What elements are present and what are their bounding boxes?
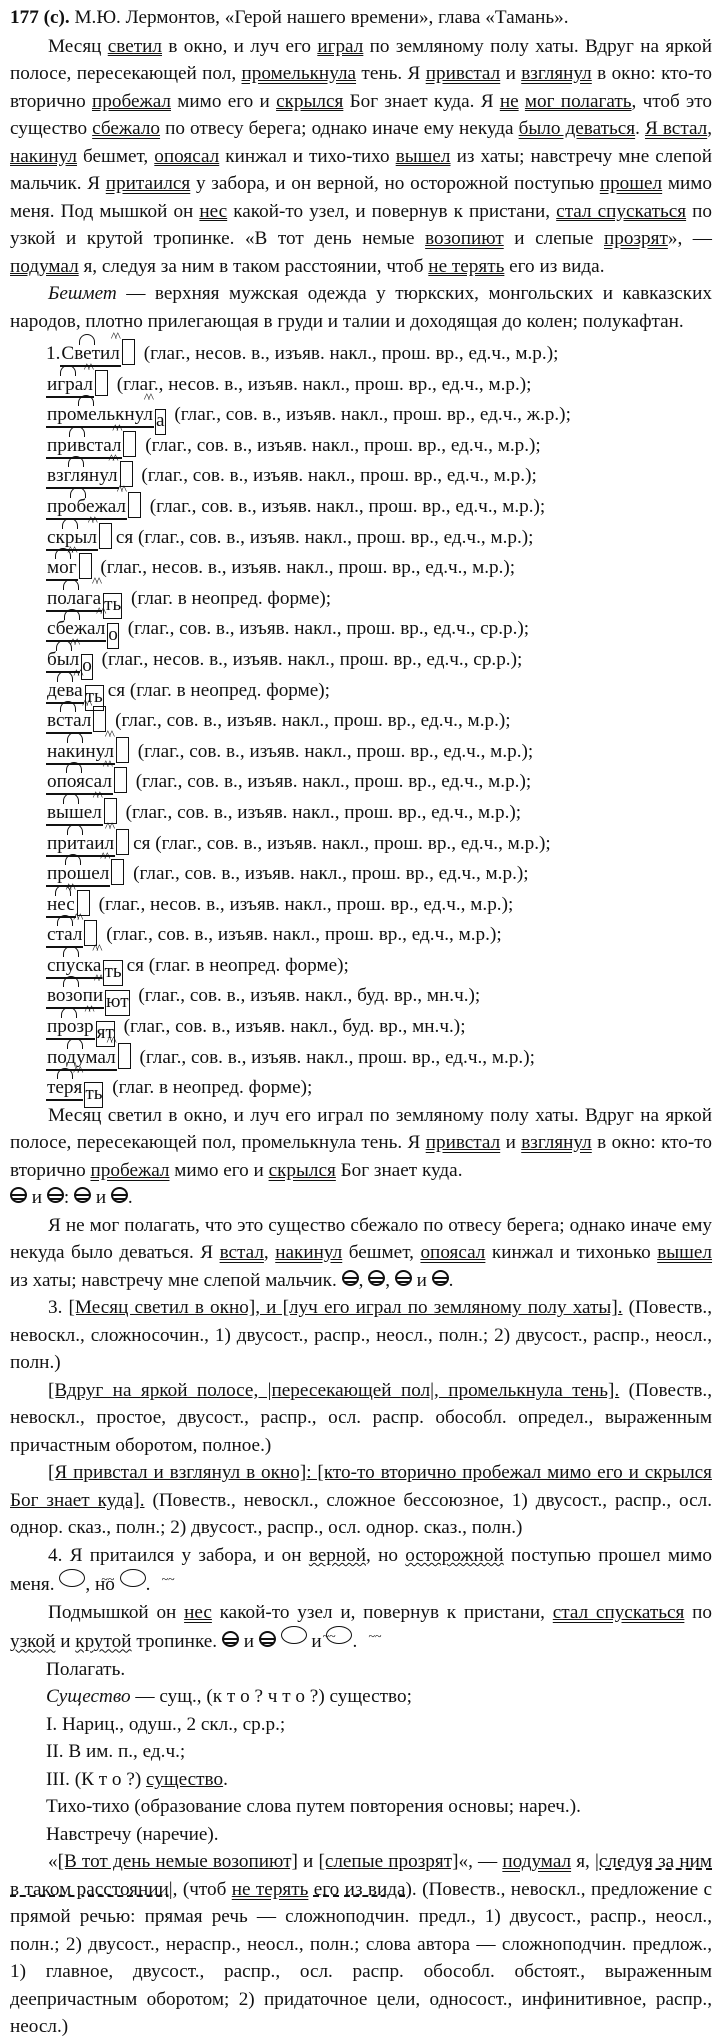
text: Месяц: [48, 35, 108, 57]
text: мимо меня. Под мышкой он: [10, 173, 712, 222]
word-stem: подумал ^^: [46, 1047, 117, 1071]
text: Подмышкой он: [48, 1601, 185, 1623]
noun-analysis-iii: [46, 1766, 712, 1794]
noun-analysis-i: I. Нариц., одуш., 2 скл., ср.р.;: [46, 1713, 286, 1735]
text: какой-то узел и, повернув к пристани,: [211, 1601, 553, 1623]
text: из хаты; навстречу мне слепой мальчик.: [10, 1269, 337, 1291]
morpheme-row: [46, 337, 712, 368]
text: (образование слова путем повторения основы; нареч.).: [129, 1796, 581, 1818]
text: , но: [85, 1574, 115, 1596]
word-stem: прошел ^^: [46, 863, 110, 887]
word: Навстречу: [46, 1823, 132, 1845]
ending-box: о: [107, 623, 119, 649]
predicate: вышел: [657, 1242, 713, 1264]
predicate: стал спускаться: [552, 1601, 685, 1623]
text: в окно: кто-то вторично: [10, 1132, 712, 1181]
predicate: прозрят: [604, 228, 668, 249]
ending-box: ть: [103, 960, 122, 986]
word-stem: стал ^^: [46, 924, 83, 948]
text: и: [416, 1269, 427, 1291]
final-sentence-analysis: [10, 1848, 712, 2041]
word-stem: скрыл ^^: [46, 527, 98, 551]
grammar-description: (глаг. в неопред. форме);: [126, 587, 332, 609]
grammar-description: (глаг., сов. в., изъяв. накл., прош. вр., ед.ч., м.р.);: [150, 832, 551, 854]
text: .: [145, 1574, 151, 1596]
text: в окно: кто-то вторично: [10, 63, 712, 112]
text: III. (К т о ?): [46, 1768, 147, 1790]
text: , (чтоб: [172, 1878, 232, 1900]
grammar-description: (глаг., сов. в., изъяв. накл., прош. вр., ед.ч., м.р.);: [140, 434, 541, 456]
predicate: было деваться: [518, 118, 636, 139]
section4-paragraph-1: [10, 1542, 712, 1599]
ending-box: ют: [105, 990, 129, 1016]
predicate: возопиют: [425, 228, 504, 249]
morpheme-row: [46, 1041, 712, 1072]
ending-box: [118, 1043, 131, 1069]
grammar-description: (глаг., несов. в., изъяв. накл., прош. вр., ед.ч., м.р.);: [112, 373, 532, 395]
sentence-description: (Повеств., невоскл., простое, двусост., распр., осл. распр. обособл. определ., выраженным причастным оборотом, полное.): [10, 1379, 713, 1456]
clause: [В тот день немые возопиют]: [57, 1851, 298, 1873]
exercise-header: [10, 4, 712, 32]
clause: [слепые прозрят]: [318, 1851, 459, 1873]
ending-box: [95, 370, 108, 396]
item-number: 1.: [46, 343, 61, 364]
morpheme-row: [46, 1010, 712, 1044]
text: ,: [358, 1269, 364, 1291]
predicate-circle-icon: [74, 1187, 91, 1203]
word-stem: пробежал ^^: [46, 496, 127, 520]
word-stem: Светил ^^: [60, 343, 121, 367]
word-stem: взглянул ^^: [46, 465, 119, 489]
modifier: верной: [308, 1544, 367, 1566]
grammar-description: (глаг., сов. в., изъяв. накл., прош. вр., ед.ч., м.р.);: [134, 1046, 535, 1068]
noun-analysis-ii: II. В им. п., ед.ч.;: [46, 1741, 186, 1763]
text: мимо его и: [169, 1159, 269, 1181]
text: (наречие).: [131, 1823, 219, 1845]
item-number: 4.: [48, 1544, 63, 1566]
predicate: встал: [219, 1242, 264, 1264]
predicate: промелькнула: [241, 63, 357, 84]
scheme-a: [10, 1184, 712, 1212]
text: и: [500, 1132, 522, 1154]
predicate: Я встал: [644, 118, 708, 139]
text: ,: [263, 1242, 276, 1264]
text: у забора, и он верной, но осторожной поступью: [190, 173, 600, 194]
predicate-circle-icon: [47, 1187, 64, 1203]
ending-box: [111, 859, 124, 885]
noun-analysis-line: [46, 1683, 712, 1711]
predicate-circle-icon: [10, 1187, 27, 1203]
text: Я не мог полагать, что это существо сбежало по отвесу берега; однако иначе ему некуда было деваться. Я: [10, 1214, 712, 1264]
predicate: привстал: [425, 1132, 501, 1154]
grammar-description: (глаг., несов. в., изъяв. накл., прош. вр., ед.ч., м.р.);: [93, 893, 514, 915]
text: и: [55, 1631, 76, 1653]
morpheme-row: [46, 918, 712, 949]
predicate: стал спускаться: [556, 200, 687, 222]
predicate-circle-icon: [259, 1631, 276, 1647]
ending-box: о: [81, 654, 93, 680]
predicate: не терять: [428, 255, 505, 277]
predicate: притаился: [105, 173, 191, 194]
text: кинжал и тихо-тихо: [219, 145, 396, 167]
morpheme-row: [46, 949, 712, 980]
sentence-analysis-1: [10, 1294, 712, 1377]
predicate-circle-icon: [368, 1270, 385, 1286]
predicate: пробежал: [90, 1159, 170, 1181]
morpheme-row: [46, 796, 712, 827]
text: , чтоб это существо: [10, 90, 713, 139]
word-stem: возопи ^^: [46, 985, 104, 1009]
grammar-description: (глаг., несов. в., изъяв. накл., прош. вр., ед.ч., ср.р.);: [96, 648, 523, 670]
definition-text: — верхняя мужская одежда у тюркских, монгольских и кавказских народов, плотно прилегающая в груди и талии и доходящая до колен; полукафтан.: [10, 283, 712, 332]
text: ,: [707, 118, 712, 139]
word-stem: накинул ^^: [46, 741, 115, 765]
text: мимо его и: [170, 90, 277, 112]
postfix: ся: [133, 832, 151, 854]
morpheme-analysis-list: [10, 337, 712, 1105]
ending-box: [99, 523, 112, 549]
text: и слепые: [503, 228, 604, 249]
predicate-circle-icon: [342, 1270, 359, 1286]
text: по узкой и крутой тропинке. «В тот день немые: [10, 200, 713, 249]
exercise-number: 177 (с).: [10, 7, 70, 28]
ending-box: [114, 767, 127, 793]
morpheme-row: [46, 582, 712, 613]
grammar-description: (глаг., сов. в., изъяв. накл., прош. вр., ед.ч., ж.р.);: [169, 404, 571, 426]
predicate: скрылся: [276, 90, 344, 112]
grammar-description: (глаг., сов. в., изъяв. накл., буд. вр., мн.ч.);: [133, 985, 481, 1007]
text: .: [635, 118, 645, 139]
word-parse-tikho: [46, 1793, 712, 1821]
source-text-paragraph: [10, 33, 712, 281]
morpheme-row: [46, 429, 712, 460]
text: кинжал и тихонько: [485, 1242, 658, 1264]
morpheme-row: [46, 888, 712, 919]
text: », —: [667, 228, 712, 249]
text: я, следуя за ним в таком расстоянии, чтоб: [78, 255, 429, 277]
sentence-description: (Повеств., невоскл., предложение с прямой речью: прямая речь — сложноподчин. предл., 1) двусост., распр., неосл., полн.; 2) двусост., нераспр., неосл., полн.; слова автора — сложноподчин. предлож., 1) главное, двусост., распр., осл. распр. обособл. обстоят., выраженным деепричастным оборотом; 2) придаточное цели, односост., инфинитивное, распр., неосл.): [10, 1878, 713, 2038]
morpheme-row: [46, 765, 712, 796]
section2-paragraph-a: [10, 1102, 712, 1185]
text: по земляному полу хаты. Вдруг на яркой полосе, пересекающей пол,: [10, 35, 712, 84]
predicate-circle-icon: [432, 1270, 449, 1286]
word-parse-polagat: Полагать.: [46, 1658, 126, 1680]
postfix: ся: [115, 526, 134, 548]
word-stem: теря ^^: [46, 1077, 83, 1101]
predicate-circle-icon: [222, 1631, 239, 1647]
text: бешмет,: [76, 145, 155, 167]
subject: существо: [146, 1768, 224, 1790]
morpheme-row: [46, 398, 712, 432]
sentence-description: (Повеств., невоскл., сложное бессоюзное, 1) двусост., распр., осл. однор. сказ., полн.; 2) двусост., распр., осл. однор. сказ., полн.): [10, 1489, 712, 1539]
morpheme-row: [46, 459, 712, 490]
morpheme-row: [46, 612, 712, 646]
grammar-description: (глаг., сов. в., изъяв. накл., прош. вр., ед.ч., м.р.);: [110, 710, 511, 732]
grammar-description: (глаг. в неопред. форме);: [143, 954, 349, 976]
ending-box: [122, 339, 135, 365]
morpheme-row: [46, 643, 712, 674]
ending-box: ть: [85, 685, 104, 711]
ending-box: ят: [96, 1021, 115, 1047]
text: Я притаился у забора, и он: [69, 1544, 309, 1566]
text: какой-то узел, и повернув к пристани,: [227, 200, 557, 222]
ending-box: [116, 737, 129, 763]
definition-term: Бешмет: [48, 283, 117, 304]
predicate: взглянул: [521, 63, 592, 84]
predicate: скрылся: [268, 1159, 336, 1181]
text: в окно, и луч его: [161, 35, 318, 57]
section2-paragraph-b: [10, 1212, 712, 1295]
text: :: [63, 1187, 70, 1209]
sentence-analysis-2: [10, 1377, 712, 1460]
word-stem: дева ^^: [46, 680, 84, 704]
predicate: подумал: [10, 255, 79, 277]
predicate: пробежал: [91, 90, 171, 112]
grammar-description: (глаг. в неопред. форме);: [107, 1077, 313, 1099]
predicate: не терять: [231, 1878, 309, 1900]
participial-phrase: |следуя за ним в таком расстоянии|: [10, 1851, 712, 1900]
text: и: [311, 1631, 322, 1653]
text: «: [48, 1851, 58, 1873]
text: ,: [385, 1269, 390, 1291]
ending-box: а: [155, 409, 166, 435]
predicate: прошел: [599, 173, 663, 194]
word-stem: спуска ^^: [46, 955, 102, 979]
predicate: нес: [199, 200, 228, 222]
morpheme-row: [46, 704, 712, 735]
grammar-description: (глаг., сов. в., изъяв. накл., прош. вр., ед.ч., м.р.);: [101, 924, 502, 946]
text: .: [352, 1631, 358, 1653]
predicate: мог полагать: [524, 90, 632, 112]
postfix: ся: [107, 679, 126, 701]
predicate: накинул: [275, 1242, 343, 1264]
item-number: 3.: [48, 1297, 63, 1319]
text: и: [500, 63, 522, 84]
grammar-description: (глаг., несов. в., изъяв. накл., прош. вр., ед.ч., м.р.);: [95, 557, 516, 579]
grammar-description: (глаг., сов. в., изъяв. накл., прош. вр., ед.ч., м.р.);: [128, 863, 529, 885]
morpheme-row: [46, 551, 712, 582]
text: и: [297, 1851, 319, 1873]
word-stem: встал ^^: [46, 710, 92, 734]
predicate: привстал: [425, 63, 501, 84]
ending-box: [116, 829, 129, 855]
text: «, —: [458, 1851, 503, 1873]
word-stem: прозр ^^: [46, 1016, 95, 1040]
exercise-source: М.Ю. Лермонтов, «Герой нашего времени», глава «Тамань».: [74, 7, 569, 28]
grammar-description: (глаг., сов. в., изъяв. накл., прош. вр., ед.ч., м.р.);: [130, 771, 532, 793]
ending-box: [123, 431, 136, 457]
text: .: [448, 1269, 454, 1291]
text: и: [95, 1187, 107, 1209]
grammar-description: (глаг., несов. в., изъяв. накл., прош. вр., ед.ч., м.р.);: [138, 343, 559, 364]
morpheme-row: [46, 1071, 712, 1105]
word-stem: притаил ^^: [46, 833, 115, 857]
word-parse-navstrechu: [46, 1821, 712, 1849]
text: и: [243, 1631, 254, 1653]
postfix: ся: [126, 954, 144, 976]
text: Месяц светил в окно, и луч его играл по земляному полу хаты. Вдруг на яркой полосе, пересекающей пол, промелькнула тень. Я: [10, 1104, 712, 1154]
predicate: вышел: [395, 145, 451, 167]
morpheme-row: [46, 827, 712, 858]
grammar-description: (глаг. в неопред. форме);: [125, 679, 330, 701]
predicate: подумал: [502, 1851, 572, 1873]
predicate: нес: [184, 1601, 212, 1623]
predicate: светил: [107, 35, 162, 57]
modifier: крутой: [75, 1631, 132, 1653]
morpheme-row: [46, 979, 712, 1013]
predicate: опоясал: [154, 145, 220, 167]
text: я,: [571, 1851, 590, 1873]
object: его: [313, 1878, 340, 1900]
text: тень. Я: [356, 63, 426, 84]
adverbial: из вида: [344, 1878, 406, 1900]
word-analysis-block: [10, 1656, 712, 1849]
grammar-description: (глаг., сов. в., изъяв. накл., прош. вр., ед.ч., м.р.);: [133, 526, 534, 548]
morpheme-row: [46, 735, 712, 766]
text: Бог знает куда. Я: [343, 90, 500, 112]
sentence-analysis-3: [10, 1459, 712, 1542]
grammar-description: (глаг., сов. в., изъяв. накл., прош. вр., ед.ч., м.р.);: [136, 465, 537, 487]
word-stem: полага ^^: [46, 588, 102, 612]
morpheme-row: [46, 857, 712, 888]
word-stem: опоясал ^^: [46, 771, 113, 795]
predicate: накинул: [10, 145, 77, 167]
word-stem: сбежал ^^: [46, 618, 106, 642]
modifier-oval-icon: [281, 1626, 307, 1644]
text: и: [31, 1187, 43, 1209]
predicate: опоясал: [420, 1242, 486, 1264]
predicate: взглянул: [521, 1132, 592, 1154]
modifier-oval-icon: [326, 1626, 352, 1644]
text: , но: [366, 1544, 406, 1566]
text: его из вида.: [504, 255, 605, 277]
predicate-circle-icon: [111, 1187, 128, 1203]
text: — сущ., (к т о ? ч т о ?) существо;: [130, 1686, 412, 1708]
predicate: играл: [317, 35, 364, 57]
text: по: [684, 1601, 712, 1623]
word-stem: был ^^: [46, 649, 80, 673]
word-stem: играл ^^: [46, 374, 94, 398]
grammar-description: (глаг., сов. в., изъяв. накл., прош. вр., ед.ч., м.р.);: [120, 801, 522, 823]
modifier: осторожной: [405, 1544, 504, 1566]
text: Бог знает куда.: [335, 1159, 463, 1181]
ending-box: ть: [103, 593, 122, 619]
word-stem: нес ^^: [46, 894, 76, 918]
text: поступью прошел мимо меня.: [10, 1544, 712, 1596]
morpheme-row: [46, 674, 712, 705]
word: Тихо-тихо: [46, 1796, 130, 1818]
predicate-circle-icon: [395, 1270, 412, 1286]
modifier-oval-icon: [59, 1569, 85, 1587]
word-stem: вышел ^^: [46, 802, 103, 826]
modifier-oval-icon: [120, 1569, 146, 1587]
text: тропинке.: [131, 1631, 218, 1653]
text: бешмет,: [342, 1242, 421, 1264]
predicate: не: [499, 90, 519, 112]
grammar-description: (глаг., сов. в., изъяв. накл., прош. вр., ед.ч., м.р.);: [145, 495, 546, 517]
text: .: [127, 1187, 133, 1209]
grammar-description: (глаг., сов. в., изъяв. накл., буд. вр., мн.ч.);: [118, 1016, 466, 1038]
morpheme-row: [46, 521, 712, 552]
text: ).: [405, 1878, 417, 1900]
word-stem: мог ^^: [46, 557, 78, 581]
text: по отвесу берега; однако иначе ему некуда: [160, 118, 519, 139]
ending-box: [79, 553, 92, 579]
sentence: [Месяц светил в окно], и [луч его играл по земляному полу хаты].: [68, 1297, 623, 1319]
word-stem: промелькнул ^^: [46, 404, 154, 428]
text: из хаты; навстречу мне слепой мальчик. Я: [10, 145, 712, 194]
morpheme-row: [46, 490, 712, 521]
grammar-description: (глаг., сов. в., изъяв. накл., прош. вр., ед.ч., ср.р.);: [122, 618, 530, 640]
ending-box: [128, 492, 141, 518]
sentence-description: (Повеств., невоскл., сложносочин., 1) двусост., распр., неосл., полн.; 2) двусост., распр., неосл., полн.): [10, 1297, 713, 1374]
word-stem: привстал ^^: [46, 435, 122, 459]
ending-box: ть: [84, 1082, 103, 1108]
noun-term: Существо: [46, 1686, 131, 1708]
text: .: [223, 1768, 228, 1790]
section4-paragraph-2: [10, 1599, 712, 1656]
sentence: [Я привстал и взглянул в окно]: [кто-то вторично пробежал мимо его и скрылся Бог знает куда].: [10, 1462, 712, 1511]
grammar-description: (глаг., сов. в., изъяв. накл., прош. вр., ед.ч., м.р.);: [132, 740, 534, 762]
predicate: сбежало: [92, 118, 161, 139]
modifier: узкой: [10, 1631, 56, 1653]
sentence: [Вдруг на яркой полосе, |пересекающей пол|, промелькнула тень].: [48, 1379, 620, 1401]
